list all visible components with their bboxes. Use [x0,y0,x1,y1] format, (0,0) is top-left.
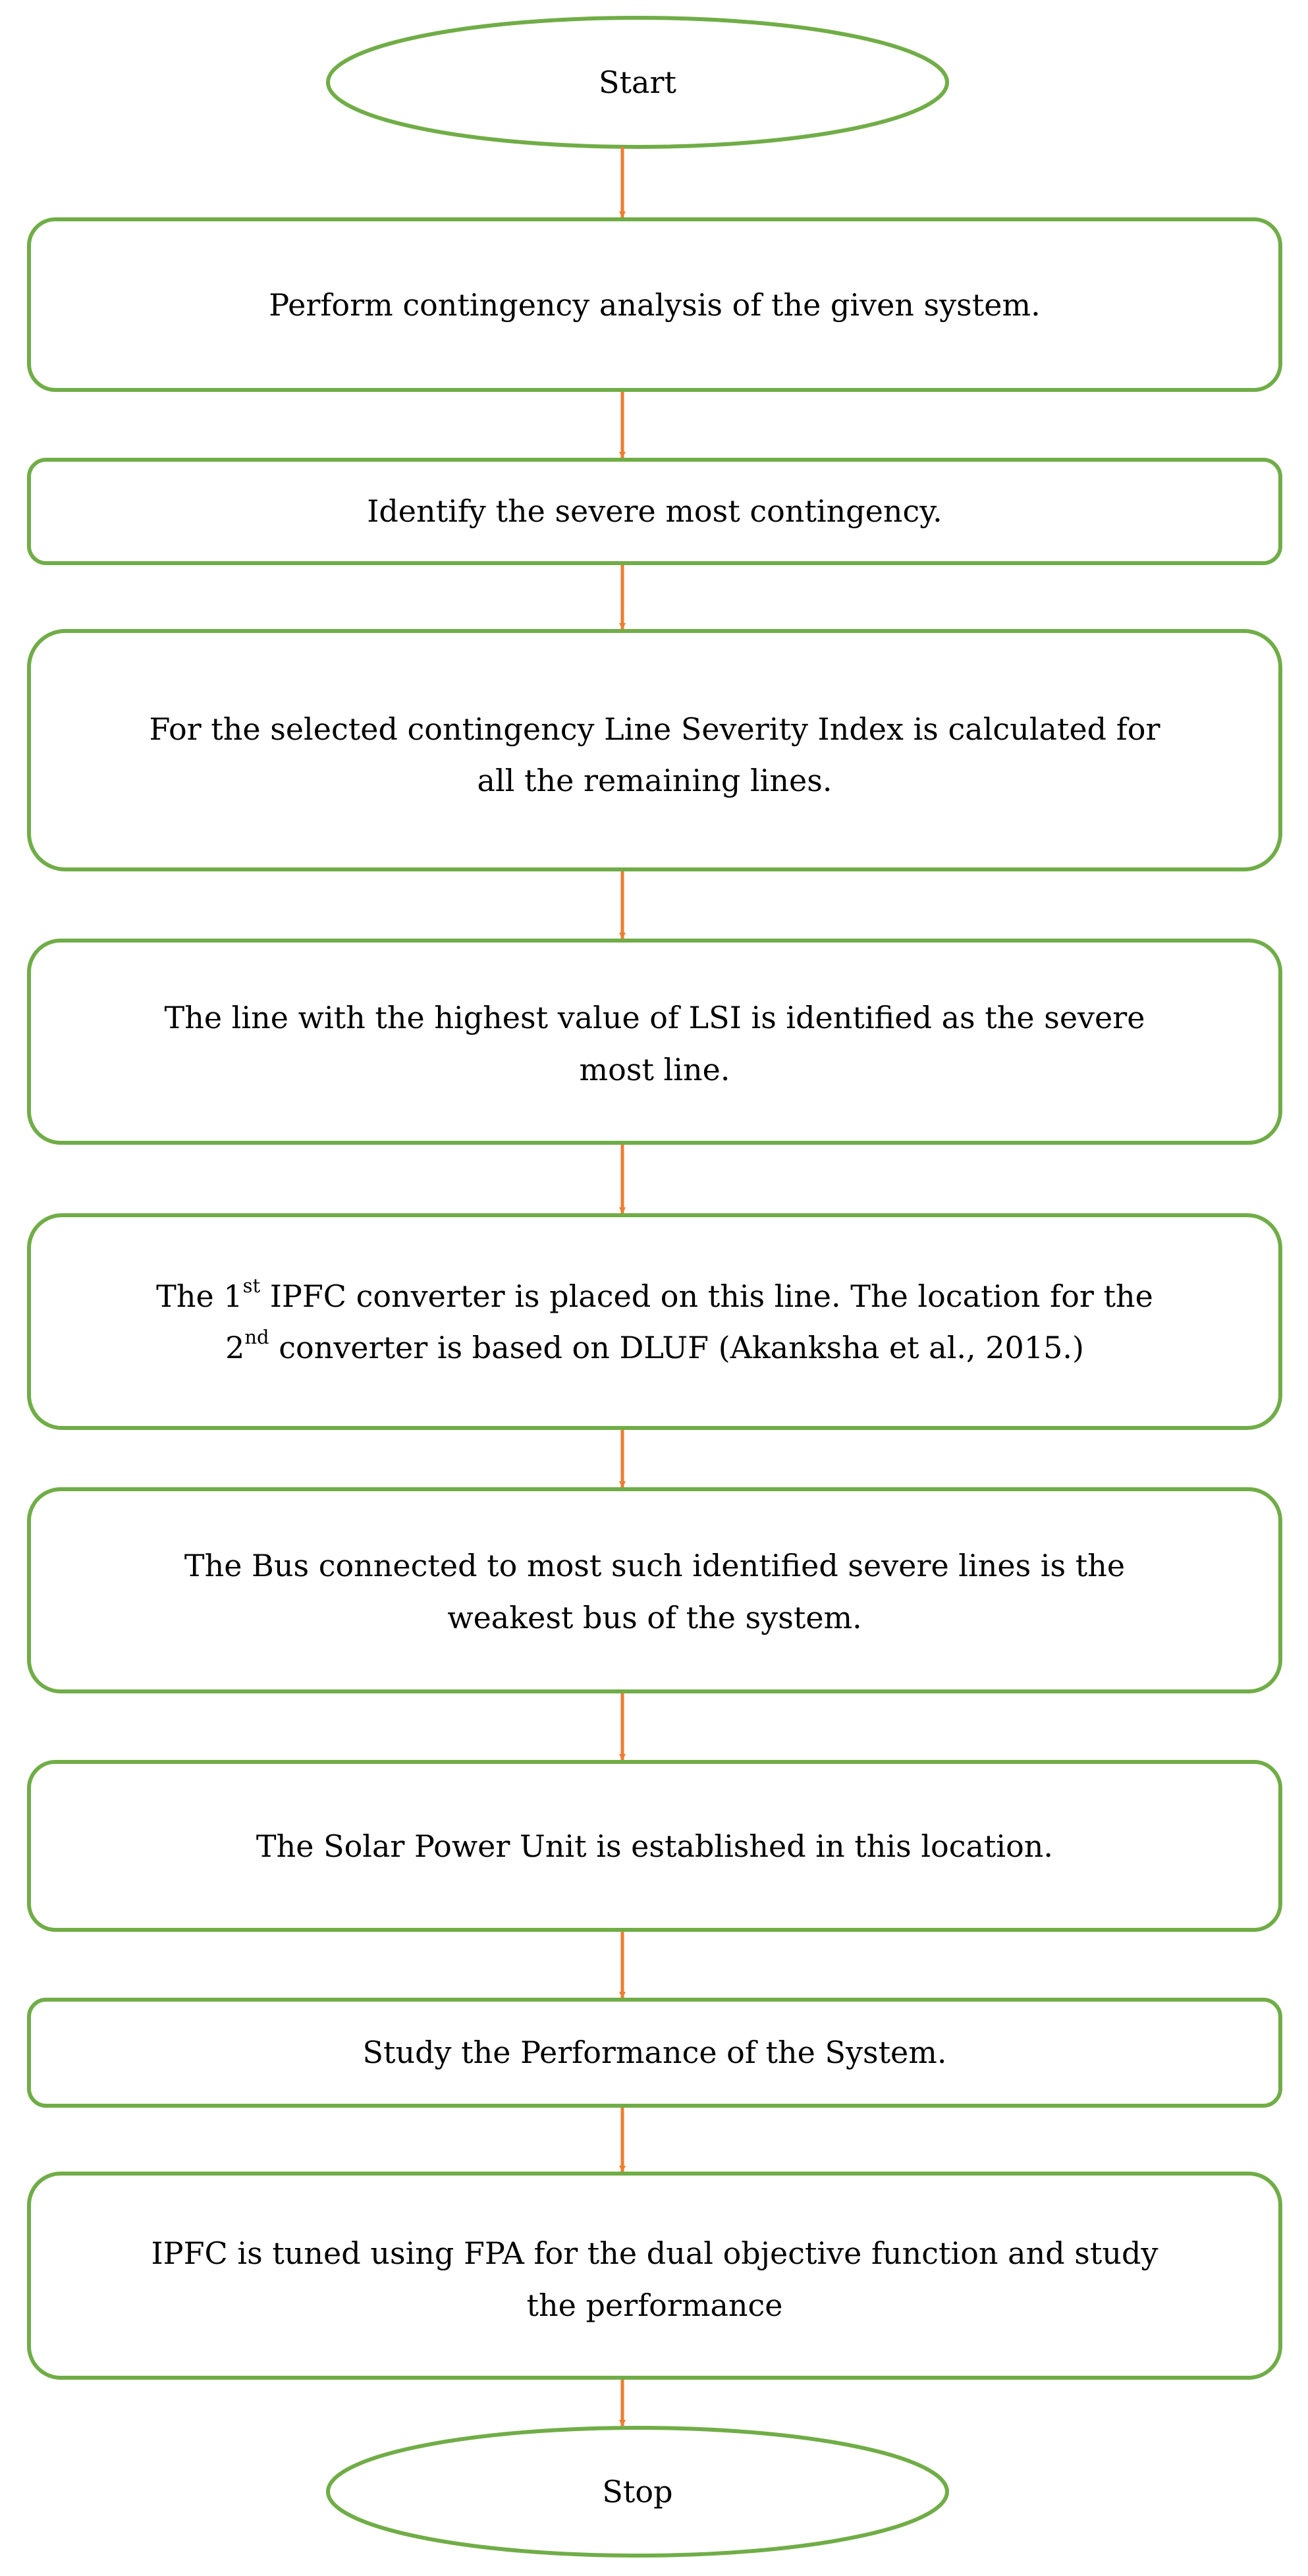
step-3-text-line-2: all the remaining lines. [477,763,832,798]
start-terminal [328,18,947,147]
process-box-step-5 [29,1215,1280,1428]
step-2-text: Identify the severe most contingency. [367,493,942,529]
step-3-text-line-1: For the selected contingency Line Severity Index is calculated for [149,711,1160,747]
step-8-text: Study the Performance of the System. [362,2035,947,2070]
stop-terminal [328,2428,947,2556]
step-7-text: The Solar Power Unit is established in this location. [256,1828,1054,1864]
step-9-text-line-2: the performance [526,2288,783,2323]
process-box-step-7 [29,1762,1280,1930]
process-box-step-6 [29,1489,1280,1691]
process-box-step-4 [29,941,1280,1143]
step-5-text-line-1: The 1st IPFC converter is placed on this line. The location for the [156,1274,1153,1314]
step-5-text-line-2: 2nd converter is based on DLUF (Akanksha et al., 2015.) [225,1326,1084,1365]
process-box-step-2 [29,460,1280,563]
process-box-step-3 [29,631,1280,869]
step-9-text-line-1: IPFC is tuned using FPA for the dual objective function and study [151,2235,1158,2271]
step-6-text-line-2: weakest bus of the system. [447,1600,862,1635]
process-box-step-1 [29,219,1280,390]
start-label: Start [599,65,676,100]
step-6-text-line-1: The Bus connected to most such identified severe lines is the [184,1548,1126,1583]
process-box-step-9 [29,2174,1280,2378]
step-1-text: Perform contingency analysis of the given system. [269,287,1041,323]
stop-label: Stop [602,2474,673,2509]
process-box-step-8 [29,2000,1280,2106]
step-4-text-line-2: most line. [579,1052,730,1087]
step-4-text-line-1: The line with the highest value of LSI is identified as the severe [164,1000,1145,1035]
